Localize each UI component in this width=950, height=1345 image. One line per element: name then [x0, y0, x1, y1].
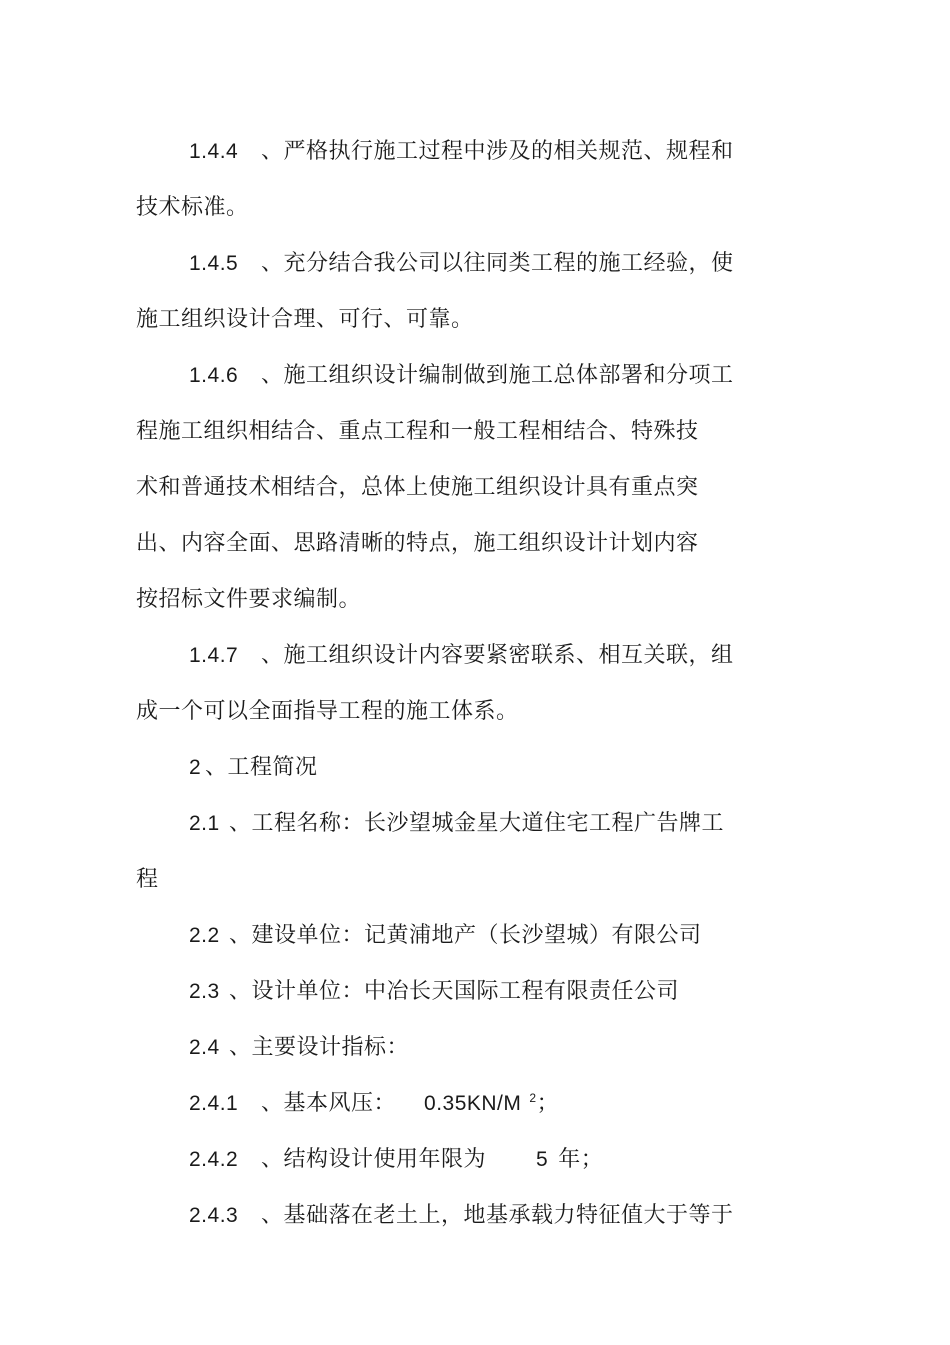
- paragraph-1-4-6-line-1: [189, 362, 734, 390]
- clause-end: ；: [536, 1091, 560, 1116]
- clause-text: 、严格执行施工过程中涉及的相关规范、规程和: [261, 139, 734, 164]
- unit-exponent: 2: [529, 1091, 537, 1105]
- clause-number: 1.4.6: [189, 364, 239, 387]
- clause-text: 、基础落在老土上，地基承载力特征值大于等于: [261, 1203, 734, 1228]
- paragraph-1-4-6-line-2: 程施工组织相结合、重点工程和一般工程相结合、特殊技: [136, 419, 699, 444]
- section-title: 、工程简况: [205, 755, 318, 780]
- clause-number: 2.4.2: [189, 1148, 239, 1171]
- paragraph-1-4-6-line-5: 按招标文件要求编制。: [136, 587, 362, 612]
- clause-text: 、主要设计指标：: [229, 1035, 410, 1060]
- section-2-4-3: [189, 1202, 734, 1230]
- clause-text: 、设计单位：中冶长天国际工程有限责任公司: [229, 979, 680, 1004]
- clause-text: 、建设单位：记黄浦地产（长沙望城）有限公司: [229, 923, 702, 948]
- clause-text: 、结构设计使用年限为: [261, 1147, 487, 1172]
- section-2-2: [189, 922, 702, 950]
- paragraph-1-4-7-line-1: [189, 642, 734, 670]
- section-2-1-line-1: [189, 810, 724, 838]
- clause-text: 、充分结合我公司以往同类工程的施工经验，使: [261, 251, 734, 276]
- clause-number: 1.4.7: [189, 644, 239, 667]
- paragraph-1-4-6-line-4: 出、内容全面、思路清晰的特点，施工组织设计计划内容: [136, 531, 699, 556]
- section-2-1-line-2: 程: [136, 867, 159, 892]
- paragraph-1-4-4-line-2: 技术标准。: [136, 195, 249, 220]
- section-number: 2: [189, 756, 202, 779]
- section-2-3: [189, 978, 679, 1006]
- clause-text: 、工程名称：长沙望城金星大道住宅工程广告牌工: [229, 811, 725, 836]
- clause-text: 、施工组织设计编制做到施工总体部署和分项工: [261, 363, 734, 388]
- paragraph-1-4-6-line-3: 术和普通技术相结合，总体上使施工组织设计具有重点突: [136, 475, 699, 500]
- section-2-4-1: [189, 1090, 559, 1118]
- clause-text: 、基本风压：: [261, 1091, 397, 1116]
- design-life-value: 5: [536, 1148, 549, 1171]
- clause-number: 2.1: [189, 812, 220, 835]
- clause-number: 2.2: [189, 924, 220, 947]
- paragraph-1-4-4-line-1: [189, 138, 734, 166]
- clause-number: 2.4.1: [189, 1092, 239, 1115]
- paragraph-1-4-5-line-2: 施工组织设计合理、可行、可靠。: [136, 307, 474, 332]
- paragraph-1-4-5-line-1: [189, 250, 734, 278]
- clause-number: 2.4: [189, 1036, 220, 1059]
- section-2-heading: [189, 754, 318, 782]
- clause-number: 2.4.3: [189, 1204, 239, 1227]
- section-2-4-2: [189, 1146, 603, 1174]
- clause-text: 、施工组织设计内容要紧密联系、相互关联，组: [261, 643, 734, 668]
- clause-number: 1.4.5: [189, 252, 239, 275]
- clause-number: 2.3: [189, 980, 220, 1003]
- paragraph-1-4-7-line-2: 成一个可以全面指导工程的施工体系。: [136, 699, 519, 724]
- clause-number: 1.4.4: [189, 140, 239, 163]
- section-2-4: [189, 1034, 409, 1062]
- clause-end: 年；: [558, 1147, 604, 1172]
- wind-pressure-value: 0.35KN/M: [424, 1092, 522, 1115]
